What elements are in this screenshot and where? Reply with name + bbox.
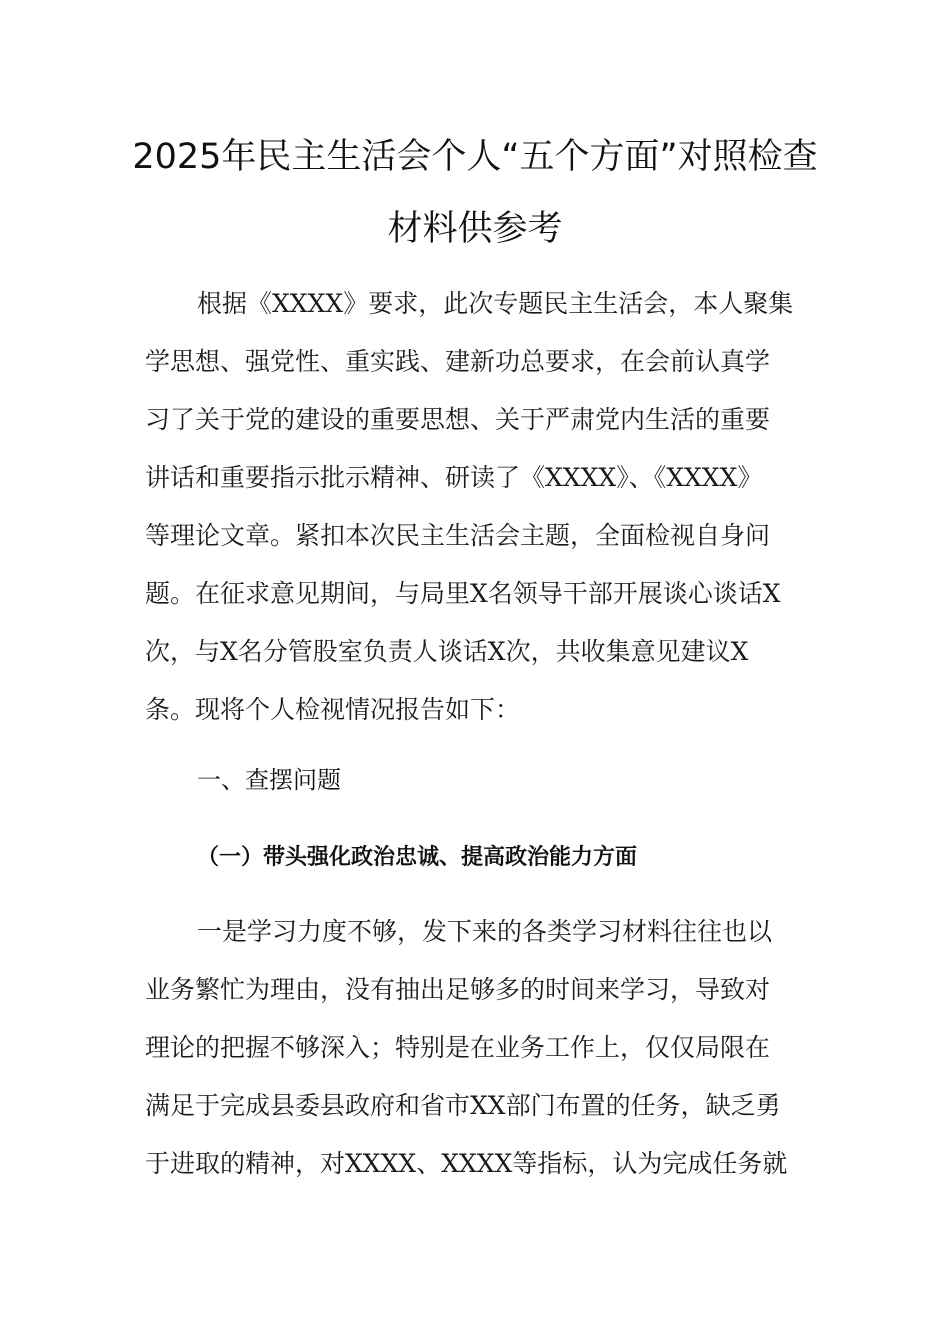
section-heading: 一、查摆问题 xyxy=(197,766,341,794)
paragraph-line: 条。现将个人检视情况报告如下： xyxy=(145,695,521,724)
paragraph-line: 次，与X名分管股室负责人谈话X次，共收集意见建议X xyxy=(145,637,749,666)
document-title-line-2: 材料供参考 xyxy=(387,209,563,249)
paragraph-line: 满足于完成县委县政府和省市XX部门布置的任务，缺乏勇 xyxy=(145,1091,781,1120)
intro-paragraph xyxy=(145,289,825,753)
paragraph-line: 题。在征求意见期间，与局里X名领导干部开展谈心谈话X xyxy=(145,579,781,608)
subsection-heading: （一）带头强化政治忠诚、提高政治能力方面 xyxy=(197,844,638,870)
paragraph-line: 学思想、强党性、重实践、建新功总要求，在会前认真学 xyxy=(145,347,771,376)
paragraph-line: 根据《XXXX》要求，此次专题民主生活会，本人聚集 xyxy=(197,289,794,318)
paragraph-line: 一是学习力度不够，发下来的各类学习材料往往也以 xyxy=(197,917,773,946)
paragraph-line: 业务繁忙为理由，没有抽出足够多的时间来学习，导致对 xyxy=(145,975,771,1004)
paragraph-line: 习了关于党的建设的重要思想、关于严肃党内生活的重要 xyxy=(145,405,771,434)
paragraph-line: 于进取的精神，对XXXX、XXXX等指标，认为完成任务就 xyxy=(145,1149,788,1178)
paragraph-line: 理论的把握不够深入；特别是在业务工作上，仅仅局限在 xyxy=(145,1033,771,1062)
document-title-line-1: 2025年民主生活会个人“五个方面”对照检查 xyxy=(132,137,818,177)
paragraph-line: 等理论文章。紧扣本次民主生活会主题，全面检视自身问 xyxy=(145,521,771,550)
paragraph-line: 讲话和重要指示批示精神、研读了《XXXX》、《XXXX》 xyxy=(145,463,763,492)
body-paragraph xyxy=(145,917,825,1207)
